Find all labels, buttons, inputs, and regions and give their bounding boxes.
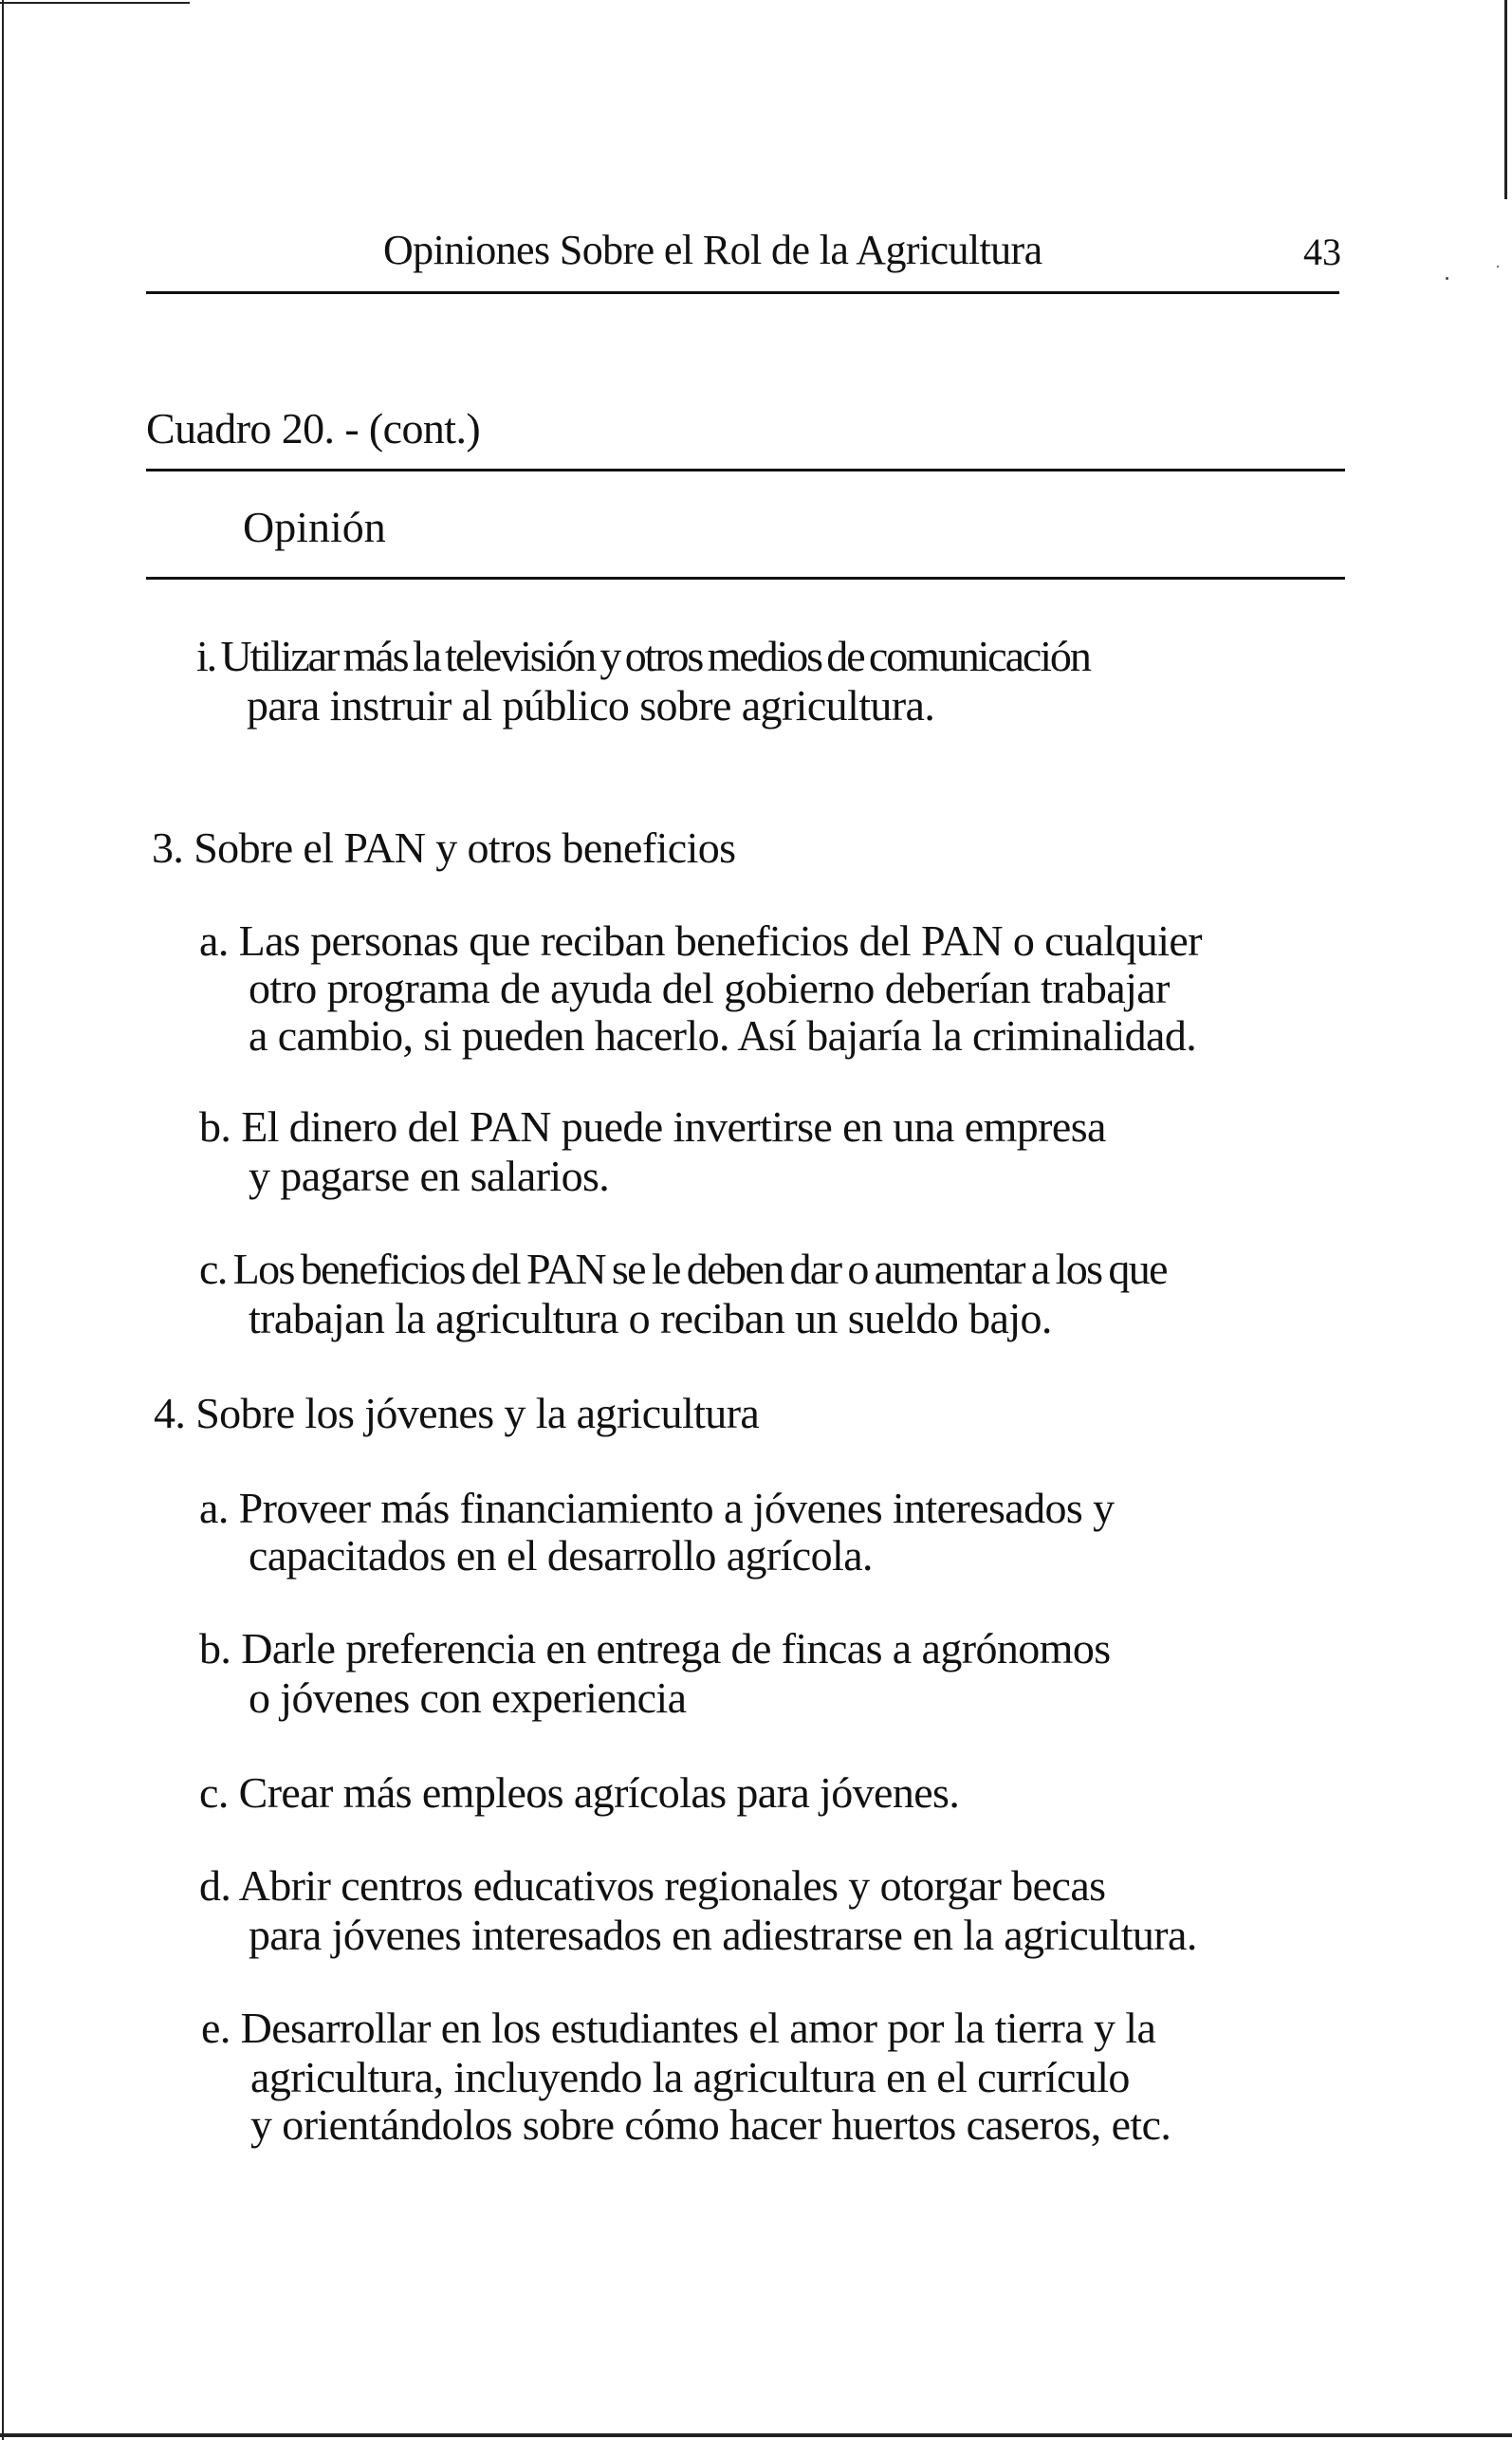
item-4e-line-3: y orientándolos sobre cómo hacer huertos caseros, etc. bbox=[250, 2100, 1171, 2149]
item-i-line-2: para instruir al público sobre agricultura. bbox=[247, 681, 935, 730]
item-4e-line-1: e. Desarrollar en los estudiantes el amor por la tierra y la bbox=[201, 2004, 1156, 2052]
item-3c-line-1: c. Los beneficios del PAN se le deben dar o aumentar a los que bbox=[199, 1245, 1167, 1293]
table-header-rule bbox=[146, 577, 1345, 580]
item-4b-line-2: o jóvenes con experiencia bbox=[249, 1673, 687, 1722]
item-4d-line-2: para jóvenes interesados en adiestrarse en la agricultura. bbox=[249, 1911, 1197, 1959]
item-3a-line-2: otro programa de ayuda del gobierno deberían trabajar bbox=[249, 964, 1170, 1012]
header-rule bbox=[146, 291, 1339, 294]
page-number: 43 bbox=[1303, 231, 1341, 273]
item-4e-line-2: agricultura, incluyendo la agricultura en el currículo bbox=[250, 2053, 1130, 2101]
item-4d-line-1: d. Abrir centros educativos regionales y otorgar becas bbox=[199, 1861, 1106, 1910]
table-top-rule bbox=[146, 469, 1345, 471]
item-i-line-1: i. Utilizar más la televisión y otros medios de comunicación bbox=[196, 632, 1090, 680]
section-3-heading: 3. Sobre el PAN y otros beneficios bbox=[152, 823, 736, 872]
scan-border-right bbox=[1504, 0, 1507, 199]
scan-speck bbox=[1497, 266, 1499, 268]
item-3b-line-2: y pagarse en salarios. bbox=[249, 1152, 610, 1200]
item-3c-line-2: trabajan la agricultura o reciban un sueldo bajo. bbox=[249, 1294, 1052, 1342]
table-title: Cuadro 20. - (cont.) bbox=[146, 404, 481, 453]
item-4a-line-2: capacitados en el desarrollo agrícola. bbox=[249, 1531, 873, 1580]
running-title: Opiniones Sobre el Rol de la Agricultura bbox=[383, 227, 1042, 273]
scan-speck bbox=[1446, 277, 1448, 280]
scan-border-left bbox=[2, 0, 4, 2440]
item-3b-line-1: b. El dinero del PAN puede invertirse en una empresa bbox=[199, 1102, 1106, 1151]
column-header: Opinión bbox=[243, 503, 386, 551]
scan-border-top bbox=[0, 2, 190, 4]
item-3a-line-1: a. Las personas que reciban beneficios del PAN o cualquier bbox=[199, 916, 1202, 965]
scan-border-bottom bbox=[0, 2433, 1512, 2437]
item-4a-line-1: a. Proveer más financiamiento a jóvenes interesados y bbox=[199, 1484, 1115, 1532]
item-4c-line-1: c. Crear más empleos agrícolas para jóvenes. bbox=[199, 1768, 960, 1817]
section-4-heading: 4. Sobre los jóvenes y la agricultura bbox=[154, 1389, 760, 1437]
item-3a-line-3: a cambio, si pueden hacerlo. Así bajaría la criminalidad. bbox=[249, 1011, 1197, 1060]
item-4b-line-1: b. Darle preferencia en entrega de fincas a agrónomos bbox=[199, 1624, 1111, 1673]
